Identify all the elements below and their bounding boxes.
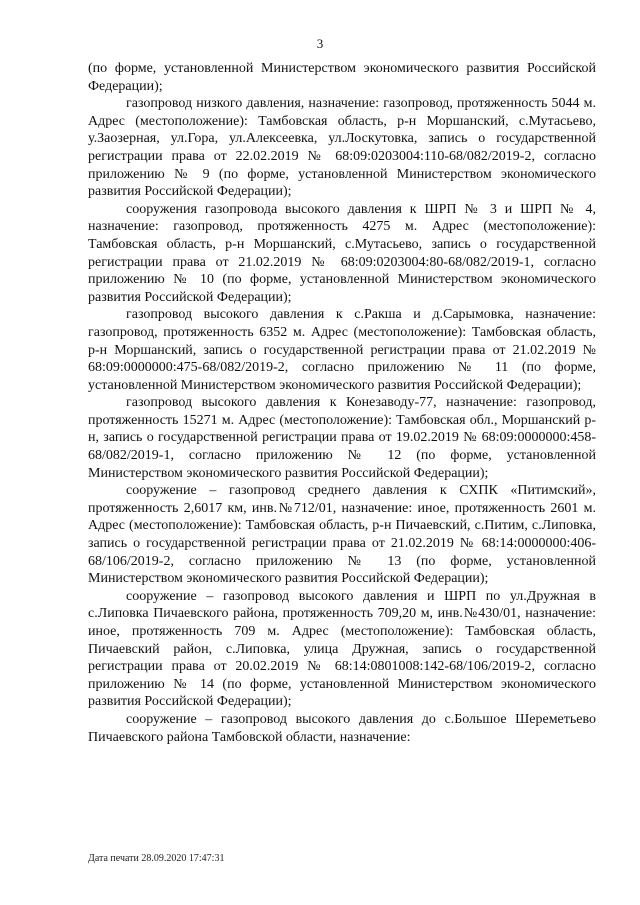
paragraph: сооружение – газопровод высокого давления до с.Большое Шереметьево Пичаевского района Тамбовской области, назначение: — [88, 711, 596, 745]
paragraph: газопровод высокого давления к с.Ракша и д.Сарымовка, назначение: газопровод, протяженность 6352 м. Адрес (местоположение): Тамбовская область, р-н Моршанский, запись о государственной регистрации права от 21.02.2019 № 68:09:0000000:475-68/082/2019-2, согласно приложению № 11 (по форме, установленной Министерством экономического развития Российской Федерации); — [88, 307, 596, 393]
document-body — [88, 60, 596, 746]
paragraph: газопровод высокого давления к Конезаводу-77, назначение: газопровод, протяженность 15271 м. Адрес (местоположение): Тамбовская обл., Моршанский р-н, запись о государственной регистрации права от 19.02.2019 № 68:09:0000000:458-68/082/2019-1, согласно приложению № 12 (по форме, установленной Министерством экономического развития Российской Федерации); — [88, 395, 596, 481]
paragraph: сооружения газопровода высокого давления к ШРП № 3 и ШРП № 4, назначение: газопровод, протяженность 4275 м. Адрес (местоположение): Тамбовская область, р-н Моршанский, с.Мутасьево, запись о государственной регистрации права от 21.02.2019 № 68:09:0203004:80-68/082/2019-1, согласно приложению № 10 (по форме, установленной Министерством экономического развития Российской Федерации); — [88, 201, 596, 305]
paragraph: сооружение – газопровод среднего давления к СХПК «Питимский», протяженность 2,6017 км, инв.№712/01, назначение: иное, протяженность 2601 м. Адрес (местоположение): Тамбовская область, р-н Пичаевский, с.Питим, с.Липовка, запись о государственной регистрации права от 21.02.2019 № 68:14:0000000:406-68/106/2019-2, согласно приложению № 13 (по форме, установленной Министерством экономического развития Российской Федерации); — [88, 483, 596, 587]
paragraph: сооружение – газопровод высокого давления и ШРП по ул.Дружная в с.Липовка Пичаевского района, протяженность 709,20 м, инв.№430/01, назначение: иное, протяженность 709 м. Адрес (местоположение): Тамбовская область, Пичаевский район, с.Липовка, улица Дружная, запись о государственной регистрации права от 20.02.2019 № 68:14:0801008:142-68/106/2019-2, согласно приложению № 14 (по форме, установленной Министерством экономического развития Российской Федерации); — [88, 588, 596, 710]
paragraph: газопровод низкого давления, назначение: газопровод, протяженность 5044 м. Адрес (местоположение): Тамбовская область, р-н Моршанский, с.Мутасьево, у.Заозерная, ул.Гора, ул.Алексеевка, ул.Лоскутовка, запись о государственной регистрации права от 22.02.2019 № 68:09:0203004:110-68/082/2019-2, согласно приложению № 9 (по форме, установленной Министерством экономического развития Российской Федерации); — [88, 96, 596, 200]
print-date-footer: Дата печати 28.09.2020 17:47:31 — [88, 853, 225, 864]
page-number: 3 — [316, 36, 324, 51]
paragraph: (по форме, установленной Министерством экономического развития Российской Федерации); — [88, 61, 596, 94]
